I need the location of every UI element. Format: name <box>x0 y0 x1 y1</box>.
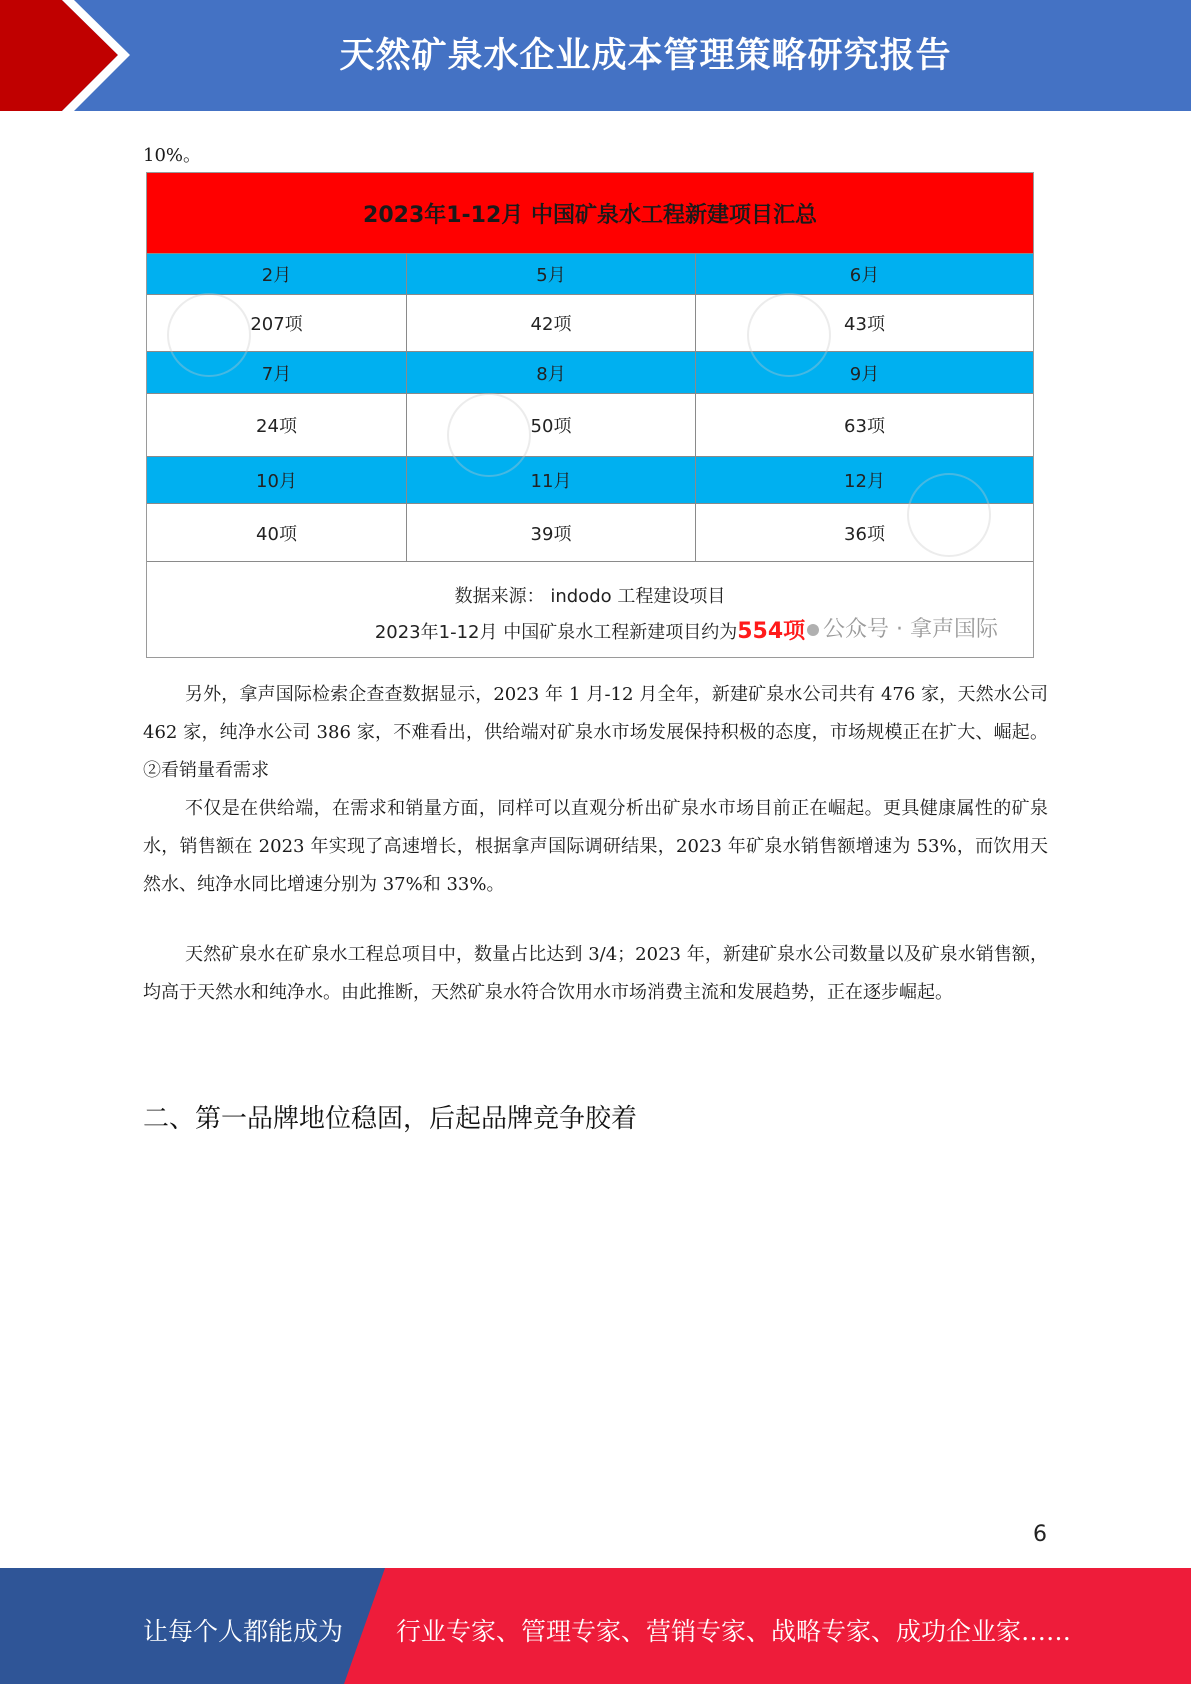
table-title: 2023年1-12月 中国矿泉水工程新建项目汇总 <box>147 173 1033 253</box>
table-row <box>147 253 1033 294</box>
watermark-text <box>807 612 998 643</box>
month-cell: 7月 <box>147 351 407 393</box>
paragraph-supply: 另外，拿声国际检索企查查数据显示，2023 年 1 月-12 月全年，新建矿泉水公司共有 476 家，天然水公司 462 家，纯净水公司 386 家，不难看出，供给端对矿泉水市场发展保持积极的态度，市场规模正在扩大、崛起。②看销量看需求 <box>143 684 1048 781</box>
footer-slogan-left: 让每个人都能成为 <box>143 1617 344 1646</box>
month-cell: 2月 <box>147 253 407 294</box>
month-cell: 9月 <box>696 351 1033 393</box>
total-prefix: 2023年1-12月 中国矿泉水工程新建项目约为 <box>374 622 738 643</box>
page-header <box>0 0 1191 111</box>
table-footer <box>147 561 1033 658</box>
count-cell: 39项 <box>407 503 696 561</box>
count-cell: 63项 <box>696 393 1033 456</box>
count-cell: 24项 <box>147 393 407 456</box>
page-footer <box>0 1568 1191 1684</box>
table-row <box>147 393 1033 456</box>
total-value: 554项 <box>737 619 806 644</box>
count-cell: 36项 <box>696 503 1033 561</box>
count-cell: 42项 <box>407 294 696 351</box>
report-title: 天然矿泉水企业成本管理策略研究报告 <box>339 36 952 76</box>
section-heading: 二、第一品牌地位稳固，后起品牌竞争胶着 <box>143 1104 638 1134</box>
month-cell: 10月 <box>147 456 407 503</box>
table-row <box>147 294 1033 351</box>
table-row <box>147 503 1033 561</box>
watermark-label: 公众号 · 拿声国际 <box>823 617 998 642</box>
table-row <box>147 351 1033 393</box>
count-cell: 50项 <box>407 393 696 456</box>
month-cell: 11月 <box>407 456 696 503</box>
wechat-icon <box>807 624 819 636</box>
count-cell: 40项 <box>147 503 407 561</box>
project-summary-table <box>146 172 1034 658</box>
paragraph-conclusion: 天然矿泉水在矿泉水工程总项目中，数量占比达到 3/4；2023 年，新建矿泉水公司数量以及矿泉水销售额，均高于天然水和纯净水。由此推断，天然矿泉水符合饮用水市场消费主流和发展趋势，正在逐步崛起。 <box>143 944 1048 1003</box>
table-row <box>147 456 1033 503</box>
month-cell: 12月 <box>696 456 1033 503</box>
data-source-line: 数据来源： indodo 工程建设项目 <box>454 586 726 607</box>
paragraph-demand: 不仅是在供给端，在需求和销量方面，同样可以直观分析出矿泉水市场目前正在崛起。更具健康属性的矿泉水，销售额在 2023 年实现了高速增长，根据拿声国际调研结果，2023 年矿泉水销售额增速为 53%，而饮用天然水、纯净水同比增速分别为 37%和 33%。 <box>143 798 1048 895</box>
month-cell: 6月 <box>696 253 1033 294</box>
footer-slogan-right: 行业专家、管理专家、营销专家、战略专家、成功企业家…… <box>396 1617 1072 1646</box>
lead-text: 10%。 <box>143 145 202 166</box>
month-cell: 8月 <box>407 351 696 393</box>
count-cell: 207项 <box>147 294 407 351</box>
page-number: 6 <box>1033 1522 1047 1547</box>
count-cell: 43项 <box>696 294 1033 351</box>
month-cell: 5月 <box>407 253 696 294</box>
